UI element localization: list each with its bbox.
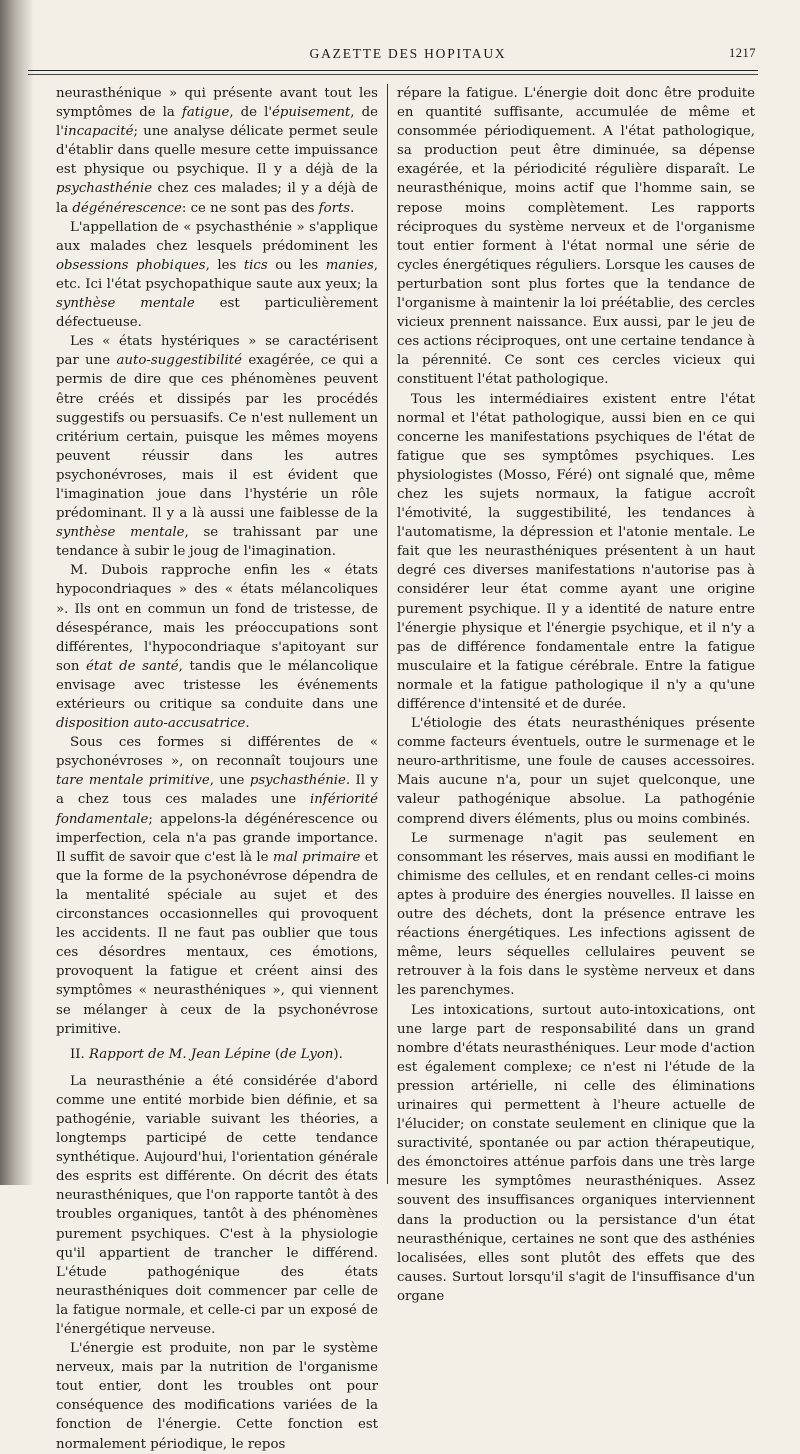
italic-text: incapacité [63, 124, 134, 140]
text-run: , de l' [229, 105, 272, 121]
paragraph: Les intoxications, surtout auto-intoxications, ont une large part de responsabilité dans un grand nombre d'états neurasthéniques. Leur mode d'action est également complexe; ce n'est ni l'étude de la pression artérielle, ni celle des éliminations urinaires qui permettent à l'heure actuelle de l'élucider; on constate seulement en clinique que la suractivité, spontanée ou par action thérapeutique, des émonctoires atténue parfois dans une très large mesure les symptômes neurasthéniques. Assez souvent des insuffisances organiques interviennent dans la production ou la persistance d'un état neurasthénique, certaines ne sont que des asthénies localisées, elles sont plutôt des effets que des causes. Surtout lorsqu'il s'agit de l'insuffisance d'un organe [397, 1002, 755, 1304]
paragraph [56, 561, 378, 733]
text-run: II. [70, 1046, 89, 1062]
text-run: ou les [267, 257, 326, 273]
paragraph [56, 84, 378, 218]
italic-text: synthèse mentale [56, 296, 195, 312]
paragraph: La neurasthénie a été considérée d'abord comme une entité morbide bien définie, et sa pathogénie, variable suivant les théories, a longtemps participé de cette tendance synthétique. Aujourd'hui, l'orientation générale des esprits est différente. On décrit des états neurasthéniques, que l'on rapporte tantôt à des troubles organiques, tantôt à des phénomènes purement psychiques. C'est à la physiologie qu'il appartient de trancher le différend. L'étude pathogénique des états neurasthéniques doit commencer par celle de la fatigue normale, et celle-ci par un exposé de l'énergétique nerveuse. [56, 1073, 379, 1337]
paragraph [56, 733, 378, 1039]
text-run: , se trahissant par une tendance à subir le joug de l'imagination. [56, 525, 378, 560]
text-run: , tandis que le mélancolique envisage avec tristesse les événements extérieurs ou critique sa conduite dans une [56, 658, 378, 712]
italic-text: tare mentale primitive [56, 773, 210, 789]
text-run: ; une analyse délicate permet seule d'établir dans quelle mesure cette impuissance est physique ou psychique. Il y a déjà de la [56, 124, 378, 178]
text-run: , les [205, 257, 244, 273]
text-run: . [350, 200, 355, 216]
text-run: M. Dubois rapproche enfin les « états hypocondriaques » des « états mélancoliques ». Ils ont en commun un fond de tristesse, de désespérance, mais les préoccupations sont différentes, l'hypocondriaque s'apitoyant sur son [56, 563, 378, 674]
text-run: , une [209, 773, 250, 789]
italic-text: psychasthénie [56, 181, 153, 197]
italic-text: dégénérescence [72, 200, 182, 216]
italic-text: Rapport de M. [88, 1046, 191, 1062]
page-number: 1217 [729, 46, 756, 60]
text-run: . [245, 716, 250, 732]
text-run: neurasthénique » qui présente avant tout les symptômes de la [56, 86, 378, 121]
paragraph: L'énergie est produite, non par le système nerveux, mais par la nutrition de l'organisme tout entier, dont les troubles ont pour conséquence des modifications variées de la fonction de l'énergie. Cette fonction est normalement périodique, le repos [56, 1341, 378, 1452]
text-run: L'appellation de « psychasthénie » s'applique aux malades chez lesquels prédominent les [56, 219, 378, 254]
italic-text: état de santé [86, 658, 179, 674]
right-column [397, 84, 755, 1306]
italic-text: manies [325, 257, 374, 273]
text-run: ). [333, 1046, 343, 1062]
section-heading [56, 1045, 378, 1064]
italic-text: de Lyon [280, 1046, 334, 1062]
running-header [58, 42, 758, 66]
italic-text: forts [318, 200, 351, 216]
italic-text: fatigue [181, 105, 230, 121]
left-column [56, 84, 378, 1454]
italic-text: disposition auto-accusatrice [56, 716, 246, 732]
italic-text: psychasthénie [249, 773, 346, 789]
paragraph [56, 332, 378, 561]
text-run: exagérée, ce qui a permis de dire que ces phénomènes peuvent être créés et dissipés par les procédés suggestifs ou persuasifs. Ce n'est nullement un critérium certain, puisque les mêmes moyens peuvent réussir dans les autres psychonévroses, mais il est évident que l'imagination joue dans l'hystérie un rôle prédominant. Il y a là aussi une faiblesse de la [56, 353, 378, 522]
paragraph: Le surmenage n'agit pas seulement en consommant les réserves, mais aussi en modifiant le chimisme des cellules, et en rendant celles-ci moins aptes à produire des énergies nouvelles. Il laisse en outre des déchets, dont la présence entrave les réactions énergétiques. Les infections agissent de même, leurs séquelles cellulaires peuvent se retrouver à la fois dans le système nerveux et dans les parenchymes. [397, 830, 755, 999]
text-run: ; appelons-la dégénérescence ou imperfection, cela n'a pas grande importance. Il suffit de savoir que c'est là le [56, 811, 378, 865]
paragraph: Tous les intermédiaires existent entre l'état normal et l'état pathologique, aussi bien en ce qui concerne les manifestations psychiques de l'état de fatigue que ses symptômes psychiques. Les physiologistes (Mosso, Féré) ont signalé que, même chez les sujets normaux, la fatigue accroît l'émotivité, la suggestibilité, les tendances à l'automatisme, la dépression et l'atonie mentale. Le fait que les neurasthéniques présentent à un haut degré ces diverses manifestations n'autorise pas à considérer leur état comme ayant une origine purement psychique. Il y a identité de nature entre l'énergie physique et l'énergie psychique, et il n'y a pas de différence fondamentale entre la fatigue musculaire et la fatigue cérébrale. Entre la fatigue normale et la fatigue pathologique il n'y a qu'une différence d'intensité et de durée. [397, 391, 755, 712]
italic-text: infériorité fondamentale [56, 792, 378, 827]
italic-text: synthèse mentale [56, 525, 185, 541]
italic-text: auto-suggestibilité [116, 353, 243, 369]
paragraph [56, 218, 378, 333]
column-divider [387, 84, 388, 1184]
text-run: Les « états hystériques » se caractérisent par une [56, 334, 378, 369]
text-run: ( [270, 1046, 281, 1062]
text-run: Sous ces formes si différentes de « psychonévroses », on reconnaît toujours une [56, 735, 378, 770]
header-rule-thick [28, 70, 758, 71]
text-run: . Il y a chez tous ces malades une [56, 773, 378, 808]
italic-text: obsessions phobiques [56, 257, 206, 273]
text-run: , de l' [56, 105, 378, 140]
text-run: chez ces malades; il y a déjà de la [56, 181, 378, 216]
italic-text: épuisement [272, 105, 351, 121]
paragraph: L'étiologie des états neurasthéniques présente comme facteurs éventuels, outre le surmenage et le neuro-arthritisme, une foule de causes accessoires. Mais aucune n'a, pour un sujet quelconque, une valeur pathogénique absolue. La pathogénie comprend divers éléments, plus ou moins combinés. [397, 716, 755, 827]
paragraph: répare la fatigue. L'énergie doit donc être produite en quantité suffisante, accumulée de même et consommée périodiquement. A l'état pathologique, sa production peut être diminuée, sa dépense exagérée, et la périodicité régulière disparaît. Le neurasthénique, moins actif que l'homme sain, se repose moins complètement. Les rapports réciproques du système nerveux et de l'organisme tout entier forment à l'état normal une série de cycles énergétiques réguliers. Lorsque les causes de perturbation sont plus fortes que la tendance de l'organisme à maintenir la loi préétablie, des cercles vicieux prennent naissance. Eux aussi, par le jeu de ces actions réciproques, ont une certaine tendance à la pérennité. Ce sont ces cercles vicieux qui constituent l'état pathologique. [397, 86, 755, 388]
page-edge-shadow [0, 0, 34, 1185]
header-rule-thin [28, 74, 758, 75]
text-run: est particulièrement défectueuse. [56, 296, 378, 331]
text-run: et que la forme de la psychonévrose dépendra de la mentalité spéciale au sujet et des circonstances occasionnelles qui provoquent les accidents. Il ne faut pas oublier que tous ces désordres mentaux, ces émotions, provoquent la fatigue et créent ainsi des symptômes « neurasthéniques », qui viennent se mélanger à ceux de la psychonévrose primitive. [56, 849, 378, 1037]
journal-title: GAZETTE DES HOPITAUX [309, 46, 507, 61]
italic-text: mal primaire [272, 849, 361, 865]
italic-text: Jean Lépine [190, 1046, 271, 1062]
italic-text: tics [243, 257, 268, 273]
text-run: , etc. Ici l'état psychopathique saute aux yeux; la [56, 257, 378, 292]
text-run: : ce ne sont pas des [181, 200, 319, 216]
